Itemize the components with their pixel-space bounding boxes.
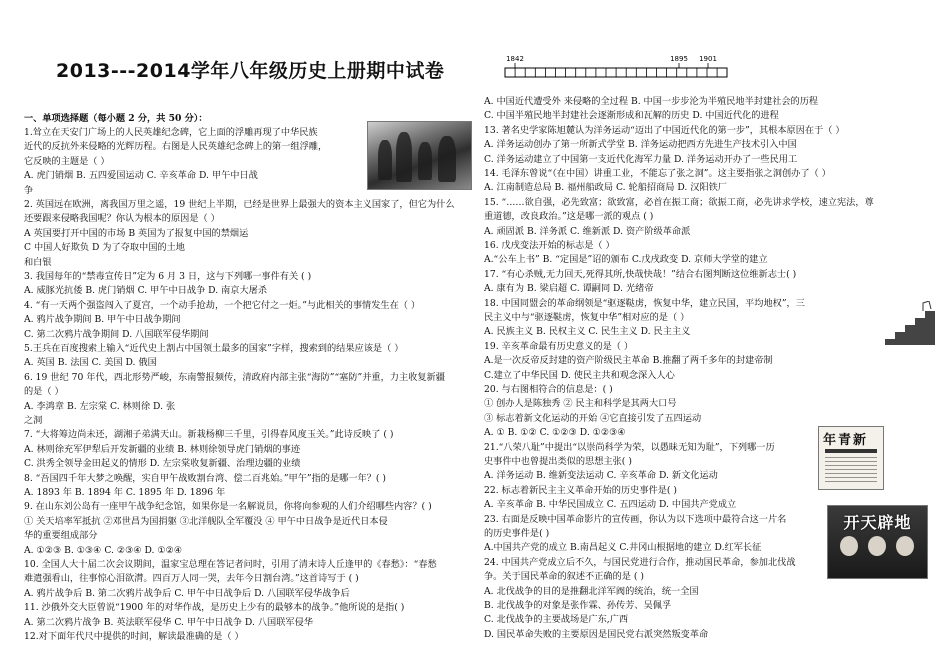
text-line: 1.耸立在天安门广场上的人民英雄纪念碑，它上面的浮雕再现了中华民族 [24,127,318,138]
text-line: 6. 19 世纪 70 年代，西北形势严峻，东南警报频传，清政府内部主张“海防”“塞防”并重，力主收复新疆 [24,371,445,383]
text-line: A. 第二次鸦片战争 B. 英法联军侵华 C. 甲午中日战争 D. 八国联军侵华 [24,616,313,628]
text-line: 和白银 [24,256,52,268]
text-line: ① 关天培率军抵抗 ②邓世昌为国捐躯 ③北洋舰队全军覆没 ④ 甲午中日战争是近代日本侵 [24,515,388,527]
text-line: A. 康有为 B. 梁启超 C. 谭嗣同 D. 光绪帝 [484,283,654,295]
text-line: A.中国共产党的成立 B.南昌起义 C.井冈山根据地的建立 D.红军长征 [484,542,762,554]
monument-relief-image [367,121,472,190]
text-line: A. 李鸿章 B. 左宗棠 C. 林则徐 D. 张 [24,400,176,412]
text-line: A.“公车上书” B. “定国是”诏的颁布 C.戊戌政变 D. 京师大学堂的建立 [484,254,768,266]
text-line: A. 鸦片战争期间 B. 甲午中日战争期间 [24,314,181,326]
text-line: D. 国民革命失败的主要原因是国民党右派突然叛变革命 [484,628,709,640]
text-line: 18. 中国同盟会的革命纲领是“驱逐鞑虏，恢复中华，建立民国，平均地权”，三 [484,297,805,309]
text-line: 一、单项选择题（每小题 2 分，共 50 分）： [24,113,208,124]
text-line: C.建立了中华民国 D. 使民主共和观念深入人心 [484,369,675,381]
text-line: 15. “……欲自强，必先致富；欲致富，必首在振工商；欲振工商，必先讲求学校，速立宪法，尊 [484,196,874,208]
text-line: C. 北伐战争的主要战场是广东,广西 [484,614,629,626]
text-line: 9. 在山东刘公岛有一座甲午战争纪念馆，如果你是一名解说员，你将向参观的人们介绍哪些内容？( ) [24,501,432,513]
text-line: 民主义中与“驱逐鞑虏，恢复中华”相对应的是（ ） [484,312,690,323]
text-line: 争 [24,184,34,196]
text-line: A. 辛亥革命 B. 中华民国成立 C. 五四运动 D. 中国共产党成立 [484,499,737,511]
timeline-year-label: 1901 [699,55,717,63]
text-line: 华的重要组成部分 [24,530,98,542]
text-line: 24. 中国共产党成立后不久，与国民党进行合作，推动国民革命，参加北伐战 [484,556,796,568]
text-line: 10. 全国人大十届二次会议期间，温家宝总理在答记者问时，引用了清末诗人丘逢甲的《春愁》：“春愁 [24,559,437,570]
text-line: A. 林则徐充军伊犁后开发新疆的业绩 B. 林则徐领导虎门销烟的事迹 [24,443,301,455]
text-line: C. 中国半殖民地半封建社会逐渐形成和瓦解的历史 D. 中国近代化的进程 [484,110,779,122]
text-line: A. 江南制造总局 B. 福州船政局 C. 轮船招商局 D. 汉阳铁厂 [484,182,728,194]
text-line: 14. 毛泽东曾说“（在中国）讲重工业，不能忘了张之洞”。这主要指张之洞创办了（ ） [484,168,831,179]
text-line: 17. “有心杀贼,无力回天,死得其所,快哉快哉！”结合右图判断这位维新志士( ) [484,268,797,280]
text-line: A. 虎门销烟 B. 五四爱国运动 C. 辛亥革命 D. 甲午中日战 [24,170,258,182]
text-line: A. 鸦片战争后 B. 第二次鸦片战争后 C. 甲午中日战争后 D. 八国联军侵华战争后 [24,587,350,599]
staircase-image [885,301,935,345]
text-line: B. 北伐战争的对象是张作霖、孙传芳、吴佩孚 [484,600,672,611]
text-line: 难遣强看山，往事惊心泪欲潸。四百万人同一哭，去年今日割台湾。”这首诗写于 ( ) [24,573,359,585]
text-line: 21.“八荣八耻”中提出“以崇尚科学为荣，以愚昧无知为耻”，下列哪一历 [484,441,775,453]
timeline-year-label: 1842 [506,55,524,63]
text-line: 8. “吾国四千年大梦之唤醒，实自甲午战败割台湾、偿二百兆始。”甲午”指的是哪一年？( ) [24,472,387,484]
text-line: 20. 与右图相符合的信息是：( ) [484,384,613,395]
text-line: 22. 标志着新民主主义革命开始的历史事件是( ) [484,484,677,496]
year-timeline [503,54,729,84]
text-line: A. 顽固派 B. 洋务派 C. 维新派 D. 资产阶级革命派 [484,225,691,237]
text-line: 史事件中也曾提出类似的思想主张( ) [484,456,632,467]
text-line: ③ 标志着新文化运动的开始 ④它直接引发了五四运动 [484,412,702,424]
text-line: C. 洪秀全领导金田起义的情形 D. 左宗棠收复新疆、治理边疆的业绩 [24,458,301,470]
film-poster-image: 开天辟地 [827,505,928,579]
text-line: A 英国要打开中国的市场 B 英国为了报复中国的禁烟运 [24,227,249,239]
timeline-year-label: 1895 [670,55,688,63]
text-line: 16. 戊戌变法开始的标志是（ ） [484,240,615,251]
text-line: C. 洋务运动建立了中国第一支近代化海军力量 D. 洋务运动开办了一些民用工 [484,153,798,165]
text-line: 的历史事件是( ) [484,528,550,539]
text-line: A. 北伐战争的目的是推翻北洋军阀的统治，统一全国 [484,585,699,597]
text-line: 23. 右面是反映中国革命影片的宣传画，你认为以下选项中最符合这一片名 [484,513,787,525]
text-line: 争。关于国民革命的叙述不正确的是 ( ) [484,571,645,583]
text-line: A. 中国近代遭受外 来侵略的全过程 B. 中国一步步沦为半殖民地半封建社会的历程 [484,96,819,107]
text-line: 近代的反抗外来侵略的光辉历程。右图是人民英雄纪念碑上的第一组浮雕， [24,141,328,153]
new-youth-magazine-image: 年青新 [818,426,884,490]
text-line: A. 洋务运动 B. 维新变法运动 C. 辛亥革命 D. 新文化运动 [484,470,718,482]
text-line: C 中国人好欺负 D 为了夺取中国的土地 [24,242,185,254]
text-line: 重道德，改良政治。”这是哪一派的观点 ( ) [484,211,654,223]
text-line: C. 第二次鸦片战争期间 D. 八国联军侵华期间 [24,328,209,340]
text-line: 它反映的主题是（ ） [24,155,110,167]
text-line: 19. 辛亥革命最有历史意义的是（ ） [484,340,634,352]
text-line: A. ①②③ B. ①③④ C. ②③④ D. ①②④ [24,544,183,556]
text-line: 3. 我国每年的“禁毒宣传日”定为 6 月 3 日，这与下列哪一事件有关 ( ) [24,271,312,282]
exam-title: 2013---2014学年八年级历史上册期中试卷 [56,60,445,82]
text-line: A. 民族主义 B. 民权主义 C. 民生主义 D. 民主主义 [484,326,691,338]
text-line: 7. “大将筹边尚未还，湖湘子弟满天山。新栽杨柳三千里，引得春风度玉关。”此诗反映了 ( ) [24,429,394,441]
text-line: A. 1893 年 B. 1894 年 C. 1895 年 D. 1896 年 [24,487,226,498]
text-line: 12.对下面年代尺中提供的时间，解读最准确的是（ ） [24,631,244,642]
text-line: 4. “有一天两个强盗闯入了夏宫，一个动手抢劫，一个把它付之一炬。”与此相关的事情发生在（ ） [24,299,421,311]
text-line: A. ① B. ①② C. ①②③ D. ①②③④ [484,427,626,439]
text-line: 的是（ ） [24,386,64,398]
text-line: 5.王兵在百度搜索上输入“近代史上割占中国领土最多的国家”字样，搜索到的结果应该是（ ） [24,343,404,354]
text-line: 2. 英国远在欧洲，离我国万里之遥，19 世纪上半期，已经是世界上最强大的资本主义国家了，但它为什么 [24,199,455,210]
text-line: ① 创办人是陈独秀 ② 民主和科学是其两大口号 [484,398,677,410]
text-line: A. 洋务运动创办了第一所新式学堂 B. 洋务运动把西方先进生产技术引入中国 [484,139,797,151]
text-line: 还要跟来侵略我国呢？你认为根本的原因是（ ） [24,213,220,225]
text-line: A. 威豚光抗倭 B. 虎门销烟 C. 甲午中日战争 D. 南京大屠杀 [24,285,268,297]
text-line: A. 英国 B. 法国 C. 美国 D. 俄国 [24,357,157,369]
text-line: 13. 著名史学家陈旭麓认为洋务运动“迈出了中国近代化的第一步”，其根本原因在于（ ） [484,124,845,136]
text-line: 之洞 [24,415,43,426]
text-line: A.是一次反帝反封建的资产阶级民主革命 B.推翻了两千多年的封建帝制 [484,355,773,367]
text-line: 11. 沙俄外交大臣曾说“1900 年的对华作战，是历史上少有的最够本的战争。”他所说的是指( ) [24,602,405,614]
